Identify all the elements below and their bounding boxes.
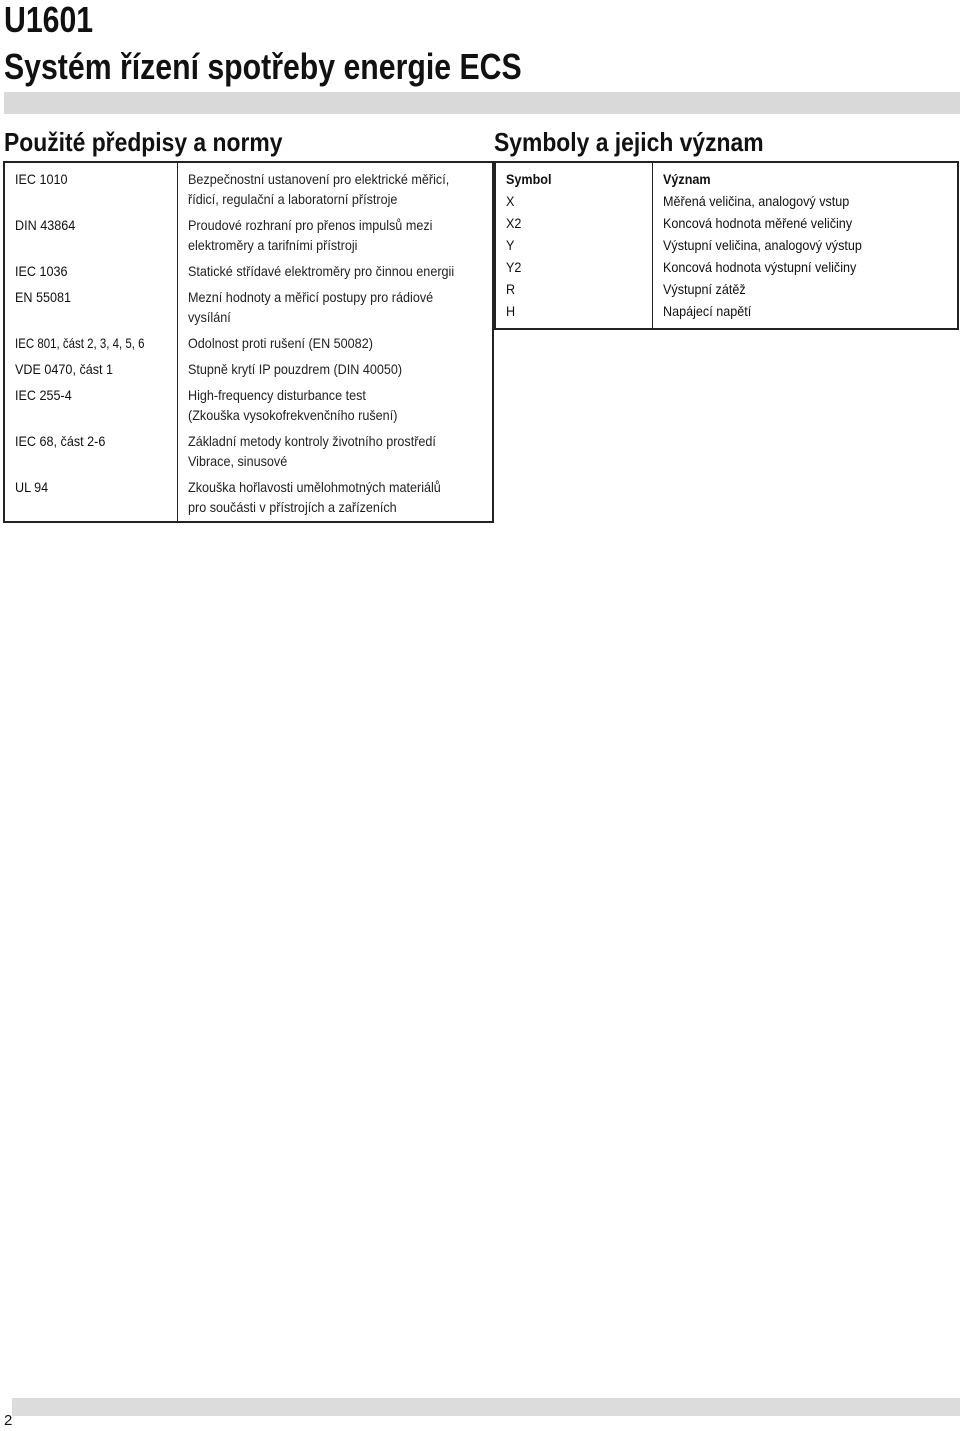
- table-row: [4, 379, 493, 425]
- table-row: [495, 212, 958, 234]
- table-row: [495, 278, 958, 300]
- symbols-table: [494, 161, 959, 330]
- standards-table: [3, 161, 494, 523]
- meaning-cell: Měřená veličina, analogový vstup: [663, 193, 850, 209]
- standard-description: Zkouška hořlavosti umělohmotných materiálů pro součásti v přístrojích a zařízeních: [187, 479, 441, 515]
- standards-section-title: Použité předpisy a normy: [4, 127, 283, 157]
- symbol-cell: R: [495, 278, 653, 300]
- standard-description: High-frequency disturbance test (Zkouška vysokofrekvenčního rušení): [187, 387, 398, 423]
- standard-description: Bezpečnostní ustanovení pro elektrické měřicí, řídicí, regulační a laboratorní přístroje: [187, 171, 450, 207]
- standard-code: VDE 0470, část 1: [4, 353, 177, 379]
- standard-code: IEC 1010: [4, 162, 177, 209]
- table-row: [495, 234, 958, 256]
- symbol-cell: Y2: [495, 256, 653, 278]
- standard-description: Základní metody kontroly životního prostředí Vibrace, sinusové: [187, 433, 436, 469]
- table-header-row: [495, 162, 958, 190]
- standard-code: IEC 801, část 2, 3, 4, 5, 6: [4, 327, 177, 353]
- table-row: [4, 255, 493, 281]
- table-row: [4, 209, 493, 255]
- meaning-cell: Koncová hodnota výstupní veličiny: [663, 259, 857, 275]
- table-row: [495, 256, 958, 278]
- symbol-cell: H: [495, 300, 653, 329]
- symbol-cell: X2: [495, 212, 653, 234]
- meaning-cell: Výstupní veličina, analogový výstup: [663, 237, 862, 253]
- symbol-cell: Y: [495, 234, 653, 256]
- table-row: [495, 300, 958, 329]
- table-row: [4, 162, 493, 209]
- page-number: 2: [4, 1412, 13, 1429]
- table-row: [4, 353, 493, 379]
- meaning-cell: Výstupní zátěž: [663, 281, 746, 297]
- standard-code: DIN 43864: [4, 209, 177, 255]
- symbol-cell: X: [495, 190, 653, 212]
- meaning-cell: Napájecí napětí: [663, 303, 752, 319]
- table-row: [4, 471, 493, 522]
- symbol-column-header: Symbol: [495, 162, 653, 190]
- document-title: Systém řízení spotřeby energie ECS: [4, 46, 522, 87]
- standard-description: Proudové rozhraní pro přenos impulsů mezi elektroměry a tarifními přístroji: [187, 217, 433, 253]
- symbols-section-title: Symboly a jejich význam: [494, 127, 764, 157]
- standard-description: Mezní hodnoty a měřicí postupy pro rádiové vysílání: [187, 289, 434, 325]
- footer-band: [12, 1398, 960, 1416]
- table-row: [4, 327, 493, 353]
- standard-description: Odolnost proti rušení (EN 50082): [187, 335, 373, 351]
- document-code: U1601: [4, 0, 94, 40]
- table-row: [4, 425, 493, 471]
- meaning-column-header: Význam: [663, 171, 711, 187]
- meaning-cell: Koncová hodnota měřené veličiny: [663, 215, 853, 231]
- standard-code: EN 55081: [4, 281, 177, 327]
- standard-code: IEC 1036: [4, 255, 177, 281]
- standard-description: Stupně krytí IP pouzdrem (DIN 40050): [187, 361, 403, 377]
- table-row: [495, 190, 958, 212]
- table-row: [4, 281, 493, 327]
- standard-code: IEC 68, část 2-6: [4, 425, 177, 471]
- standard-code: IEC 255-4: [4, 379, 177, 425]
- standard-code: UL 94: [4, 471, 177, 522]
- header-band: [4, 92, 960, 114]
- standard-description: Statické střídavé elektroměry pro činnou energii: [187, 263, 455, 279]
